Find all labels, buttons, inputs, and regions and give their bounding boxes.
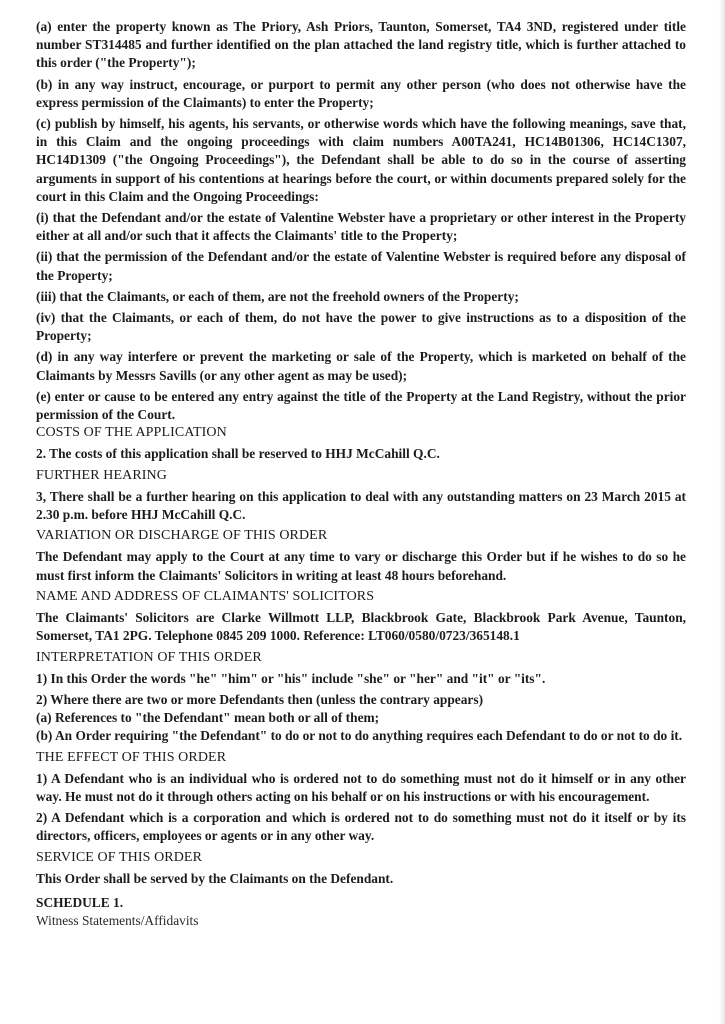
variation-heading: VARIATION OR DISCHARGE OF THIS ORDER (36, 528, 328, 544)
interpretation-heading: INTERPRETATION OF THIS ORDER (36, 649, 262, 665)
clause-c: (c) publish by himself, his agents, his servants, or otherwise words which have the following meanings, save that, in this Claim and the ongoing proceedings with claim numbers A00TA241, HC14B01306, HC14C1307, HC14D1309 ("the Ongoing Proceedings"), the Defendant shall be able to do so in the course of asserting arguments in support of his contentions at hearings before the court, or within documents prepared solely for the court in this Claim and the Ongoing Proceedings: (36, 116, 686, 204)
clause-c-ii: (ii) that the permission of the Defendant and/or the estate of Valentine Webster is required before any disposal of the Property; (36, 249, 686, 283)
effect-heading: THE EFFECT OF THIS ORDER (36, 749, 227, 765)
effect-p2: 2) A Defendant which is a corporation and which is ordered not to do something must not do it itself or by its directors, officers, employees or agents or in any other way. (36, 810, 686, 844)
interpretation-p2a: (a) References to "the Defendant" mean both or all of them; (36, 710, 380, 726)
effect-p1: 1) A Defendant who is an individual who is ordered not to do something must not do it himself or in any other way. He must not do it through others acting on his behalf or on his instructions or with his encouragement. (36, 770, 686, 804)
solicitors-text: The Claimants' Solicitors are Clarke Willmott LLP, Blackbrook Gate, Blackbrook Park Avenue, Taunton, Somerset, TA1 2PG. Telephone 0845 209 1000. Reference: LT060/0580/0723/365148.1 (36, 610, 686, 644)
further-hearing-text: 3, There shall be a further hearing on this application to deal with any outstanding matters on 23 March 2015 at 2.30 p.m. before HHJ McCahill Q.C. (36, 488, 686, 523)
interpretation-p1: 1) In this Order the words "he" "him" or "his" include "she" or "her" and "it" or "its". (36, 670, 546, 686)
schedule-heading: SCHEDULE 1. (36, 894, 124, 910)
interpretation-p2b: (b) An Order requiring "the Defendant" to do or not to do anything requires each Defendant to do or not to do it. (36, 728, 683, 744)
clause-a: (a) enter the property known as The Priory, Ash Priors, Taunton, Somerset, TA4 3ND, registered under title number ST314485 and further identified on the plan attached the land registry title, which is further attached to this order ("the Property"); (36, 19, 686, 71)
service-heading: SERVICE OF THIS ORDER (36, 849, 203, 865)
schedule-subtitle: Witness Statements/Affidavits (36, 913, 199, 929)
scan-edge (719, 0, 725, 1024)
variation-text: The Defendant may apply to the Court at any time to vary or discharge this Order but if he wishes to do so he must first inform the Claimants' Solicitors in writing at least 48 hours beforehand. (36, 549, 686, 583)
costs-heading: COSTS OF THE APPLICATION (36, 425, 227, 441)
clause-b: (b) in any way instruct, encourage, or purport to permit any other person (who does not otherwise have the express permission of the Claimants) to enter the Property; (36, 76, 686, 110)
further-hearing-heading: FURTHER HEARING (36, 467, 167, 483)
solicitors-heading: NAME AND ADDRESS OF CLAIMANTS' SOLICITORS (36, 588, 375, 604)
clause-c-iii: (iii) that the Claimants, or each of them, are not the freehold owners of the Property; (36, 288, 519, 304)
interpretation-p2: 2) Where there are two or more Defendants then (unless the contrary appears) (36, 691, 484, 707)
clause-e: (e) enter or cause to be entered any entry against the title of the Property at the Land Registry, without the prior permission of the Court. (36, 388, 686, 423)
service-text: This Order shall be served by the Claimants on the Defendant. (36, 870, 394, 886)
costs-text: 2. The costs of this application shall be reserved to HHJ McCahill Q.C. (36, 446, 440, 462)
clause-c-iv: (iv) that the Claimants, or each of them, do not have the power to give instructions as to a disposition of the Property; (36, 310, 686, 344)
clause-d: (d) in any way interfere or prevent the marketing or sale of the Property, which is marketed on behalf of the Claimants by Messrs Savills (or any other agent as may be used); (36, 349, 686, 383)
clause-c-i: (i) that the Defendant and/or the estate of Valentine Webster have a proprietary or other interest in the Property either at all and/or such that it affects the Claimants' title to the Property; (36, 210, 686, 244)
order-document (36, 18, 686, 930)
